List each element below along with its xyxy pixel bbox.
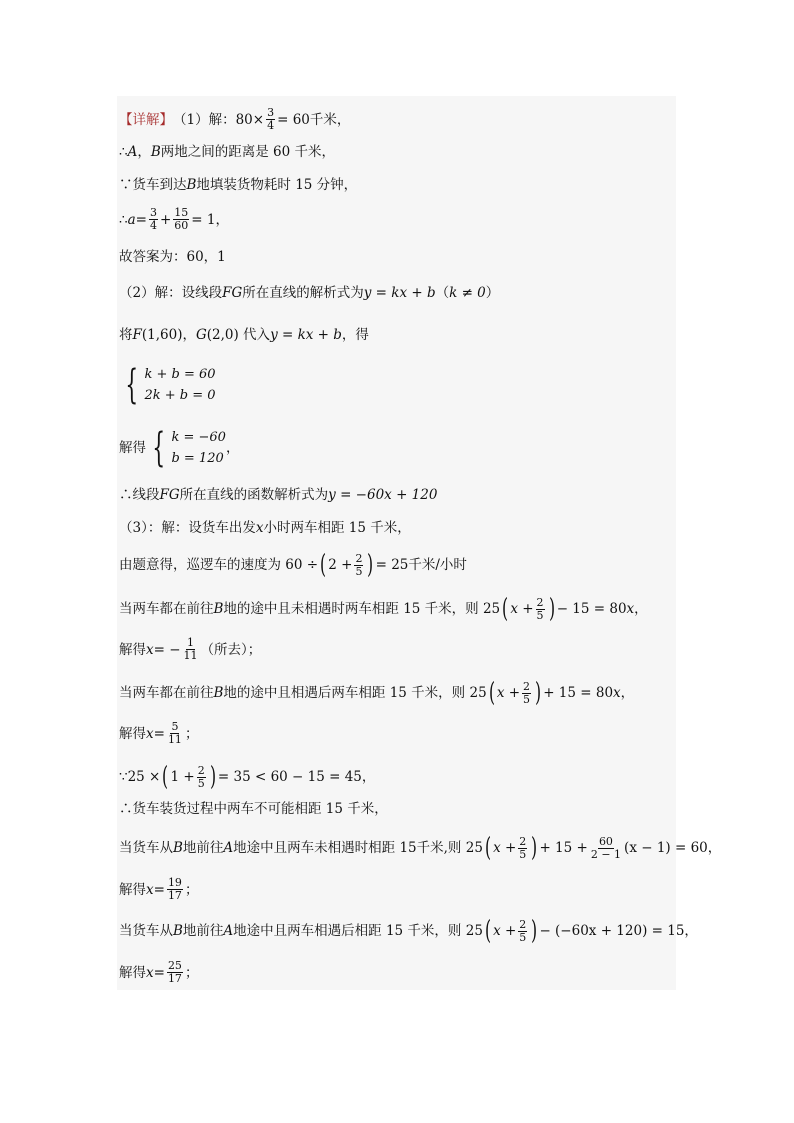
case3-line: 当货车从 B 地前往 A 地途中且两车未相遇时相距 15千米,则 25 ( x + $\frac{2}{5}$ ) + 15 + $\frac{60}{2 - 1}$ (x − 1) = 60，: [119, 833, 722, 863]
solution-heading-line: 【详解】 （1）解：80× $\frac{3}{4}$ = 60千米，: [119, 106, 351, 132]
case1-result: 解得 x = − $\frac{1}{11}$ （所去）；: [119, 636, 262, 662]
case1-line: 当两车都在前往 B 地的途中且未相遇时两车相距 15 千米，则 25 ( x + $\frac{2}{5}$ ) − 15 = 80 x ，: [119, 594, 648, 624]
fraction: $\frac{1}{11}$: [183, 636, 198, 662]
fraction: $\frac{2}{5}$: [197, 763, 205, 790]
equation-system: { k + b = 60 2k + b = 0: [125, 362, 216, 408]
loading-time-line: ∵货车到达 B 地填装货物耗时 15 分钟，: [119, 177, 358, 193]
loading-check-line: ∵25 × ( 1 + $\frac{2}{5}$ ) = 35 < 60 − 15 = 45，: [119, 762, 376, 792]
case2-line: 当两车都在前往 B 地的途中且相遇后两车相距 15 千米，则 25 ( x + $\frac{2}{5}$ ) + 15 = 80 x ，: [119, 678, 635, 708]
fraction: $\frac{3}{4}$: [149, 206, 157, 232]
fraction: $\frac{2}{5}$: [355, 551, 363, 578]
substitute-line: 将 F (1,60)， G (2,0) 代入 y = kx + b ，得: [119, 327, 369, 343]
fraction: $\frac{5}{11}$: [167, 720, 182, 746]
case4-line: 当货车从 B 地前往 A 地途中且两车相遇后相距 15 千米，则 25 ( x + $\frac{2}{5}$ ) − (−60x + 120) = 15，: [119, 916, 698, 946]
case4-result: 解得 x = $\frac{25}{17}$ ；: [119, 959, 199, 985]
patrol-speed-line: 由题意得，巡逻车的速度为 60 ÷ ( 2 + $\frac{2}{5}$ ) = 25千米/小时: [119, 550, 467, 580]
solution-system: 解得 { k = −60 b = 120 ，: [119, 425, 240, 471]
part2-line: （2）解：设线段 FG 所在直线的解析式为 y = kx + b （ k ≠ 0 ）: [119, 285, 500, 301]
fraction: $\frac{15}{60}$: [174, 206, 189, 232]
distance-line: ∴ A ， B 两地之间的距离是 60 千米，: [119, 144, 336, 160]
answer-line: 故答案为：60，1: [119, 249, 226, 265]
part3-line: （3）：解：设货车出发 x 小时两车相距 15 千米，: [119, 520, 411, 536]
fraction: $\frac{25}{17}$: [167, 959, 182, 985]
impossible-line: ∴货车装货过程中两车不可能相距 15 千米，: [119, 801, 388, 817]
fraction: $\frac{60}{2 - 1}$: [590, 834, 622, 861]
a-value-line: ∴ a = $\frac{3}{4}$ + $\frac{15}{60}$ = 1，: [119, 206, 229, 232]
case2-result: 解得 x = $\frac{5}{11}$ ；: [119, 720, 199, 746]
case3-result: 解得 x = $\frac{19}{17}$ ；: [119, 876, 199, 902]
fg-function-line: ∴线段 FG 所在直线的函数解析式为 y = −60x + 120: [119, 487, 438, 503]
fraction: $\frac{3}{4}$: [267, 106, 275, 132]
fraction: $\frac{19}{17}$: [167, 876, 182, 902]
detail-tag: 【详解】: [119, 111, 173, 128]
fraction: $\frac{2}{5}$: [523, 679, 531, 706]
fraction: $\frac{2}{5}$: [519, 834, 527, 861]
fraction: $\frac{2}{5}$: [536, 595, 544, 622]
fraction: $\frac{2}{5}$: [519, 917, 527, 944]
